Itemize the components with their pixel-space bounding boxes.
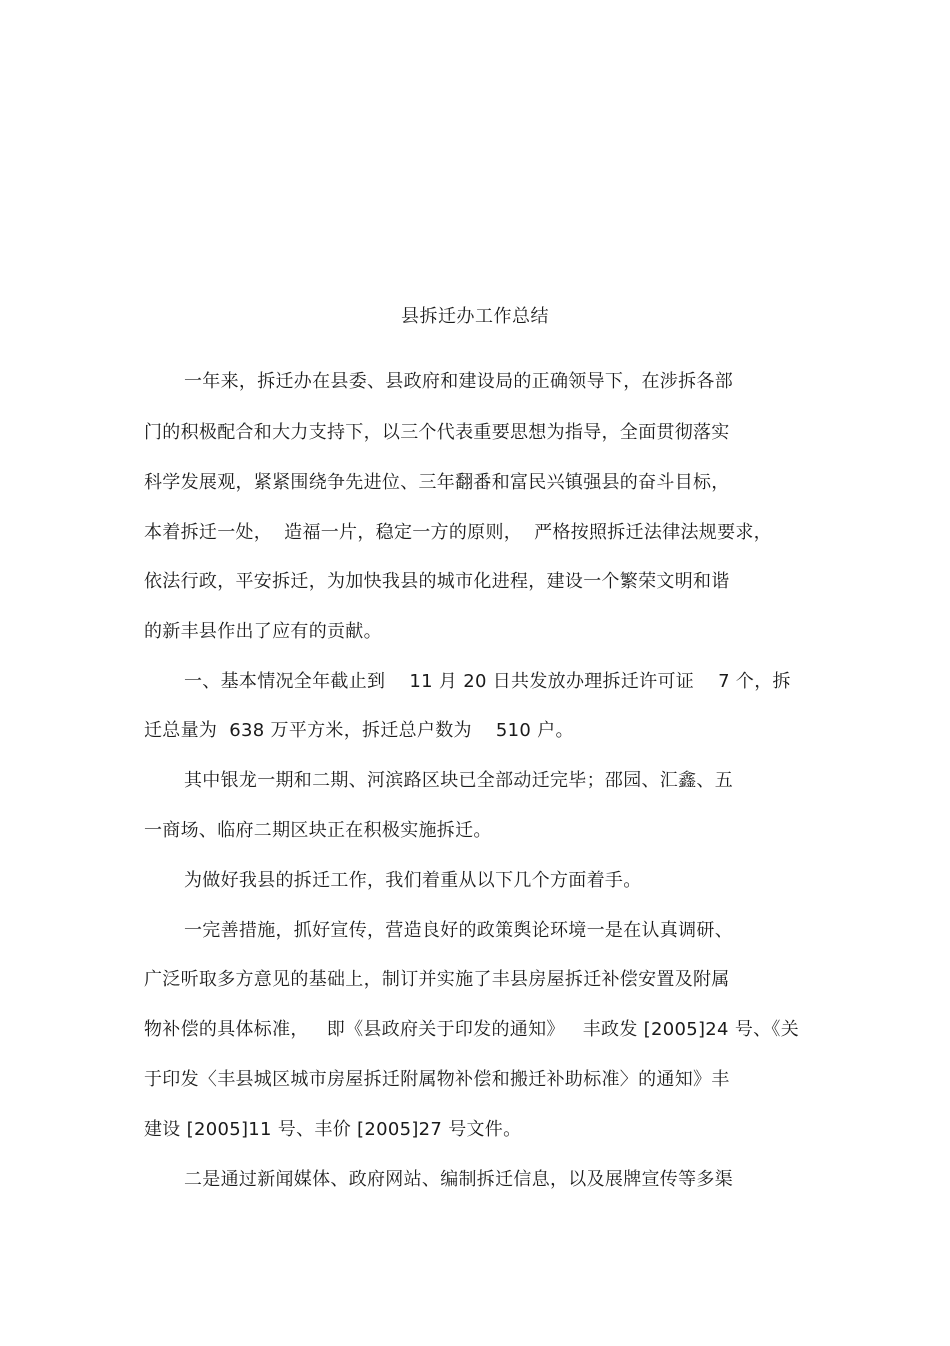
paragraph-line: 二是通过新闻媒体、政府网站、编制拆迁信息，以及展牌宣传等多渠 bbox=[184, 1169, 733, 1190]
paragraph-line: 一商场、临府二期区块正在积极实施拆迁。 bbox=[144, 820, 492, 841]
paragraph-line: 一、基本情况全年截止到 11 月 20 日共发放办理拆迁许可证 7 个，拆 bbox=[184, 671, 791, 692]
paragraph-line: 本着拆迁一处， 造福一片，稳定一方的原则， 严格按照拆迁法律法规要求， bbox=[144, 522, 772, 543]
paragraph-line: 建设 [2005]11 号、丰价 [2005]27 号文件。 bbox=[144, 1119, 522, 1140]
paragraph-line: 其中银龙一期和二期、河滨路区块已全部动迁完毕；邵园、汇鑫、五 bbox=[184, 770, 733, 791]
document-title: 县拆迁办工作总结 bbox=[401, 306, 549, 327]
paragraph-line: 迁总量为 638 万平方米，拆迁总户数为 510 户。 bbox=[144, 720, 574, 741]
paragraph-line: 物补偿的具体标准， 即《县政府关于印发的通知》 丰政发 [2005]24 号、《关 bbox=[144, 1019, 800, 1040]
paragraph-line: 科学发展观，紧紧围绕争先进位、三年翻番和富民兴镇强县的奋斗目标， bbox=[144, 472, 730, 493]
paragraph-line: 的新丰县作出了应有的贡献。 bbox=[144, 621, 382, 642]
paragraph-line: 于印发〈丰县城区城市房屋拆迁附属物补偿和搬迁补助标准〉的通知》丰 bbox=[144, 1069, 730, 1090]
paragraph-line: 一完善措施，抓好宣传，营造良好的政策舆论环境一是在认真调研、 bbox=[184, 920, 733, 941]
paragraph-line: 为做好我县的拆迁工作，我们着重从以下几个方面着手。 bbox=[184, 870, 642, 891]
paragraph-line: 广泛听取多方意见的基础上，制订并实施了丰县房屋拆迁补偿安置及附属 bbox=[144, 969, 730, 990]
paragraph-line: 一年来，拆迁办在县委、县政府和建设局的正确领导下，在涉拆各部 bbox=[184, 371, 733, 392]
paragraph-line: 门的积极配合和大力支持下，以三个代表重要思想为指导，全面贯彻落实 bbox=[144, 422, 730, 443]
paragraph-line: 依法行政，平安拆迁，为加快我县的城市化进程，建设一个繁荣文明和谐 bbox=[144, 571, 730, 592]
